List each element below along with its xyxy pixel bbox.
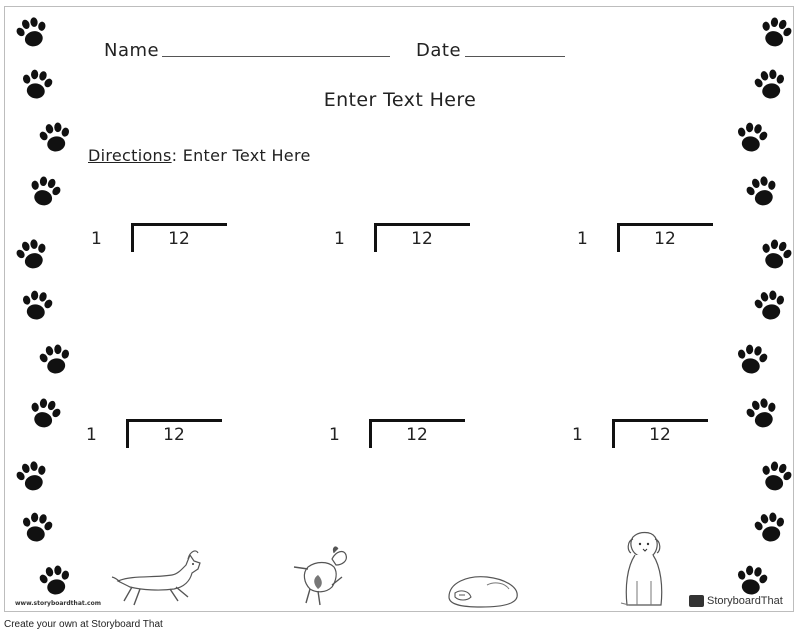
dividend: 12 (654, 229, 676, 249)
divisor: 1 (572, 425, 583, 445)
worksheet-title: Enter Text Here (323, 89, 477, 111)
divisor: 1 (577, 229, 588, 249)
date-label: Date (416, 40, 462, 61)
paw-print-icon (750, 285, 789, 324)
divisor: 1 (329, 425, 340, 445)
division-problem (86, 419, 236, 453)
paw-print-icon (35, 560, 74, 599)
paw-print-icon (755, 233, 794, 275)
paw-print-icon (732, 339, 771, 378)
division-problem (572, 419, 722, 453)
paw-print-icon (17, 285, 56, 324)
paw-print-icon (35, 117, 74, 156)
jumping-dog-icon (288, 545, 350, 609)
paw-print-icon (24, 170, 66, 212)
division-problem (334, 223, 484, 257)
paw-print-icon (755, 11, 794, 53)
date-field[interactable] (465, 56, 565, 57)
paw-print-icon (11, 233, 53, 275)
dividend: 12 (168, 229, 190, 249)
name-field[interactable] (162, 56, 390, 57)
division-problem (91, 223, 241, 257)
dividend: 12 (406, 425, 428, 445)
paw-print-icon (732, 117, 771, 156)
divisor: 1 (334, 229, 345, 249)
paw-print-icon (11, 11, 53, 53)
sitting-dog-icon (615, 531, 673, 611)
dividend: 12 (649, 425, 671, 445)
name-label: Name (104, 40, 160, 61)
running-dog-icon (110, 547, 205, 609)
brand-name: StoryboardThat (707, 595, 783, 607)
division-problem (329, 419, 479, 453)
brand-logo[interactable] (689, 593, 783, 609)
divisor: 1 (91, 229, 102, 249)
directions (88, 146, 311, 165)
bottom-caption[interactable]: Create your own at Storyboard That (4, 619, 163, 630)
paw-print-icon (750, 507, 789, 546)
speech-bubble-icon (689, 595, 704, 607)
footer-url[interactable]: www.storyboardthat.com (15, 600, 101, 607)
paw-print-icon (741, 392, 783, 434)
paw-print-icon (17, 507, 56, 546)
directions-text: : Enter Text Here (171, 146, 311, 165)
sleeping-dog-icon (443, 567, 523, 611)
paw-print-icon (755, 455, 794, 497)
paw-print-icon (741, 170, 783, 212)
paw-print-icon (35, 339, 74, 378)
dividend: 12 (411, 229, 433, 249)
dividend: 12 (163, 425, 185, 445)
divisor: 1 (86, 425, 97, 445)
paw-print-icon (24, 392, 66, 434)
worksheet (4, 6, 794, 612)
directions-label: Directions (88, 146, 172, 165)
division-problem (577, 223, 727, 257)
paw-print-icon (11, 455, 53, 497)
